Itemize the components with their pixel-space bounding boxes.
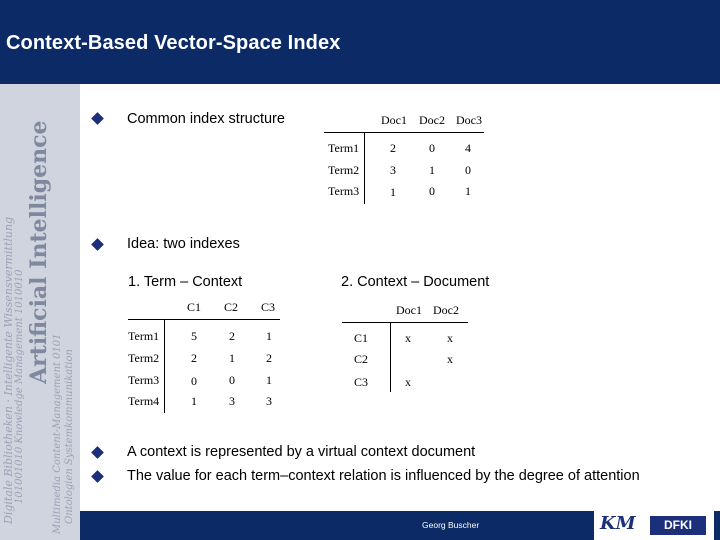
table-cell: 0	[429, 141, 435, 155]
dfki-logo: DFKI	[650, 516, 706, 535]
table-cell: x	[447, 352, 453, 366]
column-header: C1	[187, 300, 202, 314]
bullet-text: Idea: two indexes	[127, 236, 240, 252]
km-dfki-logo	[594, 511, 714, 540]
row-label: Term4	[128, 394, 160, 408]
footer-author: Georg Buscher	[422, 520, 480, 530]
table-cell: x	[405, 331, 411, 345]
table-cell: 0	[191, 374, 197, 388]
table-cell: 3	[390, 163, 396, 177]
row-label: Term1	[128, 329, 160, 343]
bullet-icon	[91, 238, 104, 251]
column-header: C3	[261, 300, 276, 314]
row-label: C2	[354, 352, 369, 366]
bullet-icon	[91, 446, 104, 459]
row-label: Term3	[128, 373, 160, 387]
bullet-text: The value for each term–context relation is influenced by the degree of attention	[127, 468, 640, 484]
row-label: Term1	[328, 141, 360, 155]
km-logo: KM	[600, 513, 636, 534]
decorative-sidebar: Digitale Bibliotheken · Intelligente Wissensvermittlung 101001010 Knowledge Management 1010010 Artificial Intelligence Multimedia Content-Management 0101 Ontologien Systemkommunikation	[0, 84, 80, 540]
column-header: C2	[224, 300, 239, 314]
row-label: C1	[354, 331, 369, 345]
row-label: Term2	[128, 351, 160, 365]
table-cell: 5	[191, 329, 197, 343]
slide-title: Context-Based Vector-Space Index	[6, 32, 341, 54]
title-bar	[0, 0, 720, 84]
table-cell: x	[405, 375, 411, 389]
column-header: Doc1	[396, 303, 422, 317]
bullet-icon	[91, 112, 104, 125]
table-cell: 4	[465, 141, 471, 155]
column-header: Doc1	[381, 113, 407, 127]
row-label: C3	[354, 375, 369, 389]
column-header: Doc3	[456, 113, 482, 127]
table-cell: 3	[229, 394, 235, 408]
table-cell: 1	[191, 394, 197, 408]
table-cell: 2	[266, 351, 272, 365]
table-cell: 0	[429, 184, 435, 198]
table-cell: 1	[229, 351, 235, 365]
table-cell: 1	[429, 163, 435, 177]
table-cell: 0	[465, 163, 471, 177]
table-cell: 2	[390, 141, 396, 155]
table-cell: 0	[229, 373, 235, 387]
bullet-text: A context is represented by a virtual context document	[127, 444, 476, 460]
table-cell: 1	[390, 185, 396, 199]
table-cell: 3	[266, 394, 272, 408]
table-cell: 2	[229, 329, 235, 343]
column-header: Doc2	[433, 303, 459, 317]
table-title: 1. Term – Context	[128, 274, 243, 290]
table-cell: x	[447, 331, 453, 345]
bullet-text: Common index structure	[127, 111, 285, 127]
table-cell: 1	[266, 373, 272, 387]
table-title: 2. Context – Document	[341, 274, 490, 290]
bullet-icon	[91, 470, 104, 483]
table-cell: 1	[266, 329, 272, 343]
row-label: Term3	[328, 184, 360, 198]
table-cell: 1	[465, 184, 471, 198]
row-label: Term2	[328, 163, 360, 177]
table-cell: 2	[191, 351, 197, 365]
column-header: Doc2	[419, 113, 445, 127]
